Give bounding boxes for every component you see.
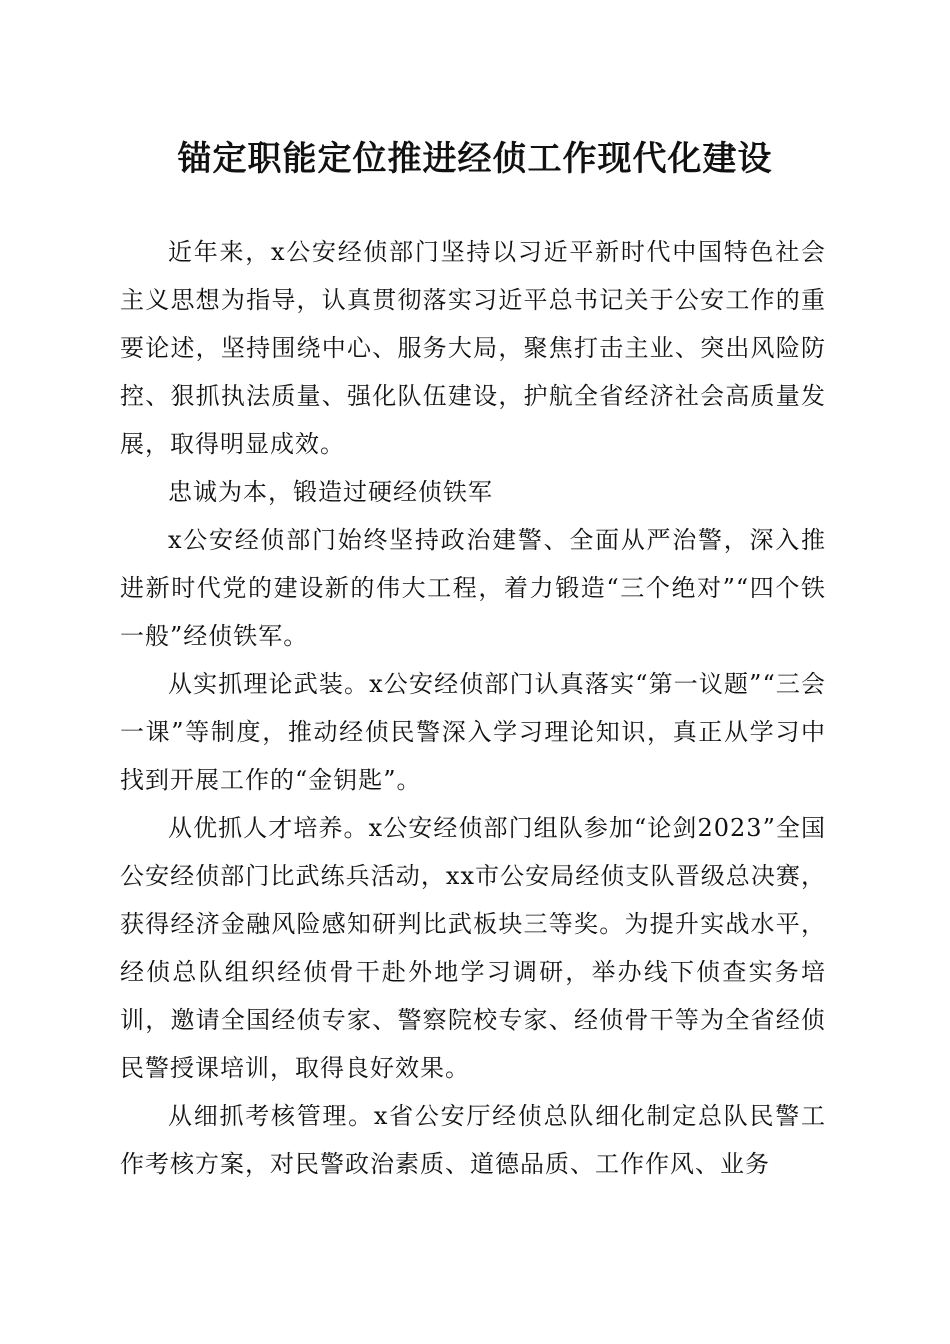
section-heading: 忠诚为本，锻造过硬经侦铁军 xyxy=(168,478,493,506)
paragraph-talent: 从优抓人才培养。x公安经侦部门组队参加“论剑2023”全国公安经侦部门比武练兵活动，xx市公安局经侦支队晋级总决赛，获得经济金融风险感知研判比武板块三等奖。为提升实战水平，经侦总队组织经侦骨干赴外地学习调研，举办线下侦查实务培训，邀请全国经侦专家、警察院校专家、经侦骨干等为全省经侦民警授课培训，取得良好效果。 xyxy=(120,814,826,1082)
document-body xyxy=(120,228,826,1188)
paragraph-overview: x公安经侦部门始终坚持政治建警、全面从严治警，深入推进新时代党的建设新的伟大工程，着力锻造“三个绝对”“四个铁一般”经侦铁军。 xyxy=(120,526,826,650)
paragraph-theory: 从实抓理论武装。x公安经侦部门认真落实“第一议题”“三会一课”等制度，推动经侦民警深入学习理论知识，真正从学习中找到开展工作的“金钥匙”。 xyxy=(120,670,826,794)
paragraph-intro: 近年来，x公安经侦部门坚持以习近平新时代中国特色社会主义思想为指导，认真贯彻落实习近平总书记关于公安工作的重要论述，坚持围绕中心、服务大局，聚焦打击主业、突出风险防控、狠抓执法质量、强化队伍建设，护航全省经济社会高质量发展，取得明显成效。 xyxy=(120,238,826,458)
paragraph-assessment: 从细抓考核管理。x省公安厅经侦总队细化制定总队民警工作考核方案，对民警政治素质、道德品质、工作作风、业务 xyxy=(120,1102,826,1178)
document-title: 锚定职能定位推进经侦工作现代化建设 xyxy=(177,139,773,179)
